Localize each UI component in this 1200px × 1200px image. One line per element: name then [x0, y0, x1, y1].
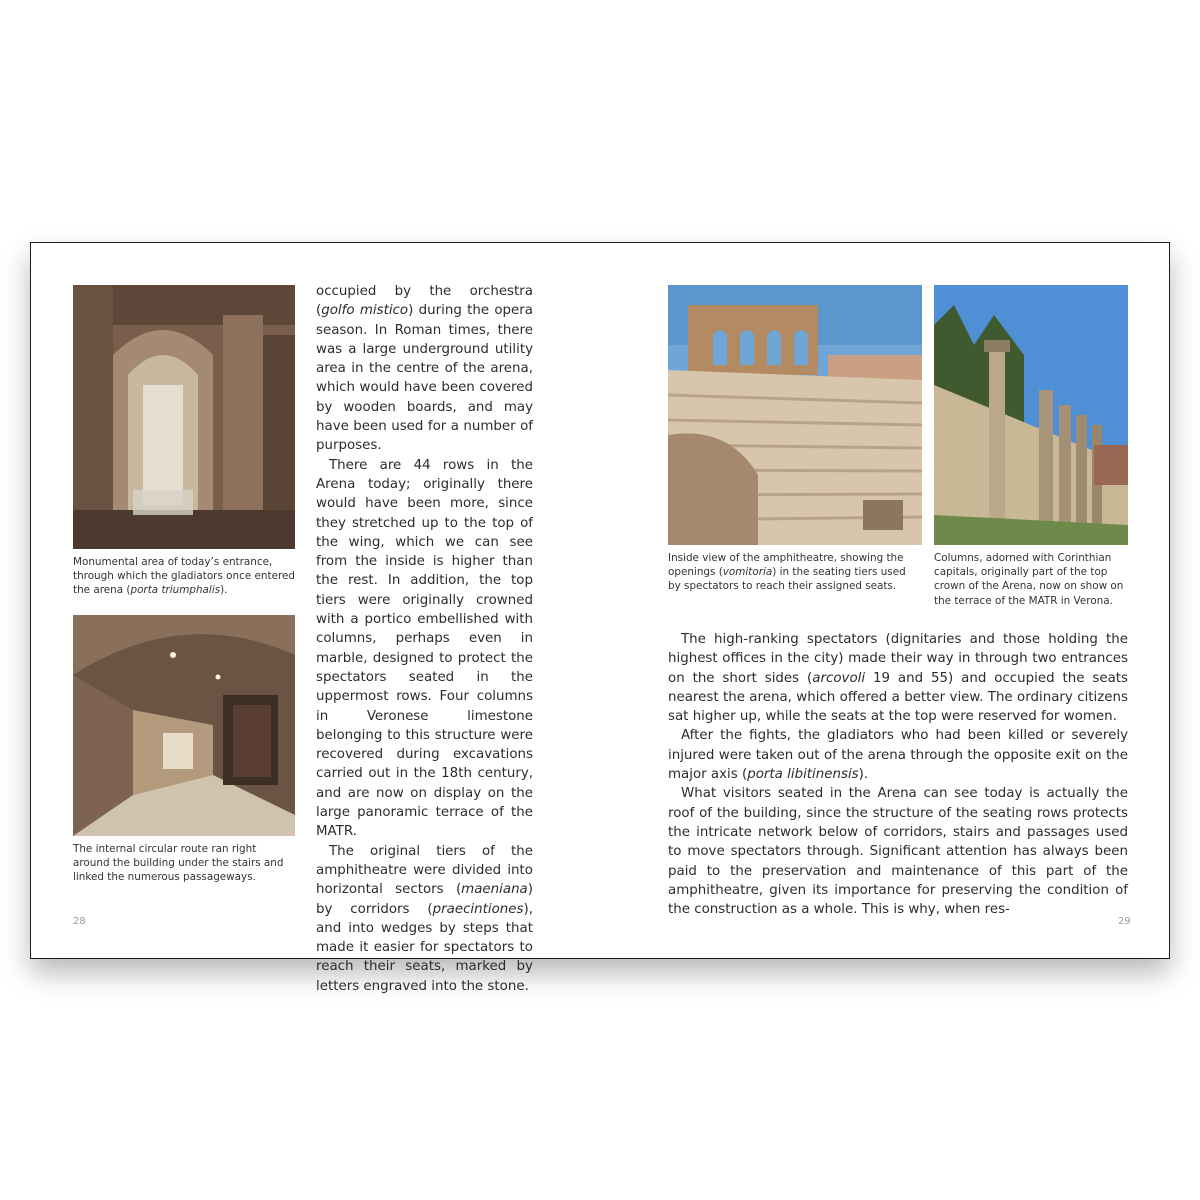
page-number-right: 29 [1118, 916, 1131, 927]
left-text-column [316, 282, 533, 996]
paragraph: The original tiers of the amphitheatre were divided into horizontal sectors (maeniana) by corridors (praecintiones), and into wedges by steps that made it easier for spectators to reach their seats, marked by letters engraved into the stone. [316, 843, 533, 994]
corinthian-columns-photo [934, 285, 1128, 545]
right-text-column [668, 630, 1128, 919]
paragraph: occupied by the orchestra (golfo mistico) during the opera season. In Roman times, there was a large underground utility area in the centre of the arena, which would have been covered by wooden boards, and may have been used for a number of purposes. [316, 284, 534, 454]
caption-columns: Columns, adorned with Corinthian capitals, originally part of the top crown of the Arena, now on show on the terrace of the MATR in Verona. [934, 552, 1124, 607]
stone-archway-photo [73, 285, 295, 549]
paragraph: What visitors seated in the Arena can see today is actually the roof of the building, since the structure of the seating rows protects the intricate network below of corridors, stairs and passages used to move spectators through. Significant attention has always been paid to the preservation and maintenance of this part of the amphitheatre, given its importance for preserving the condition of the construction as a whole. This is why, when res- [668, 786, 1128, 918]
book-spread [30, 242, 1170, 994]
caption-corridor: The internal circular route ran right around the building under the stairs and linked the numerous passageways. [73, 843, 284, 884]
paragraph: After the fights, the gladiators who had been killed or severely injured were taken out of the arena through the opposite exit on the major axis (porta libitinensis). [668, 728, 1128, 783]
paragraph: The high-ranking spectators (dignitaries and those holding the highest offices in the city) made their way in through two entrances on the short sides (arcovoli 19 and 55) and occupied the seats nearest the arena, which offered a better view. The ordinary citizens sat higher up, while the seats at the top were reserved for women. [668, 632, 1128, 725]
page-number-left: 28 [73, 916, 86, 927]
caption-seating: Inside view of the amphitheatre, showing the openings (vomitoria) in the seating tiers used by spectators to reach their assigned seats. [668, 552, 906, 593]
underground-corridor-photo [73, 615, 295, 836]
paragraph: There are 44 rows in the Arena today; originally there would have been more, since they stretched up to the top of the wing, which we can see from the inside is higher than the rest. In addition, the top tiers were originally crowned with a portico embellished with columns, perhaps even in marble, designed to protect the spectators seated in the uppermost rows. Four columns in Veronese limestone belonging to this structure were recovered during excavations carried out in the 18th century, and are now on display on the large panoramic terrace of the MATR. [316, 457, 533, 840]
amphitheatre-seating-photo [668, 285, 922, 545]
caption-entrance: Monumental area of today’s entrance, through which the gladiators once entered the arena (porta triumphalis). [73, 556, 296, 597]
